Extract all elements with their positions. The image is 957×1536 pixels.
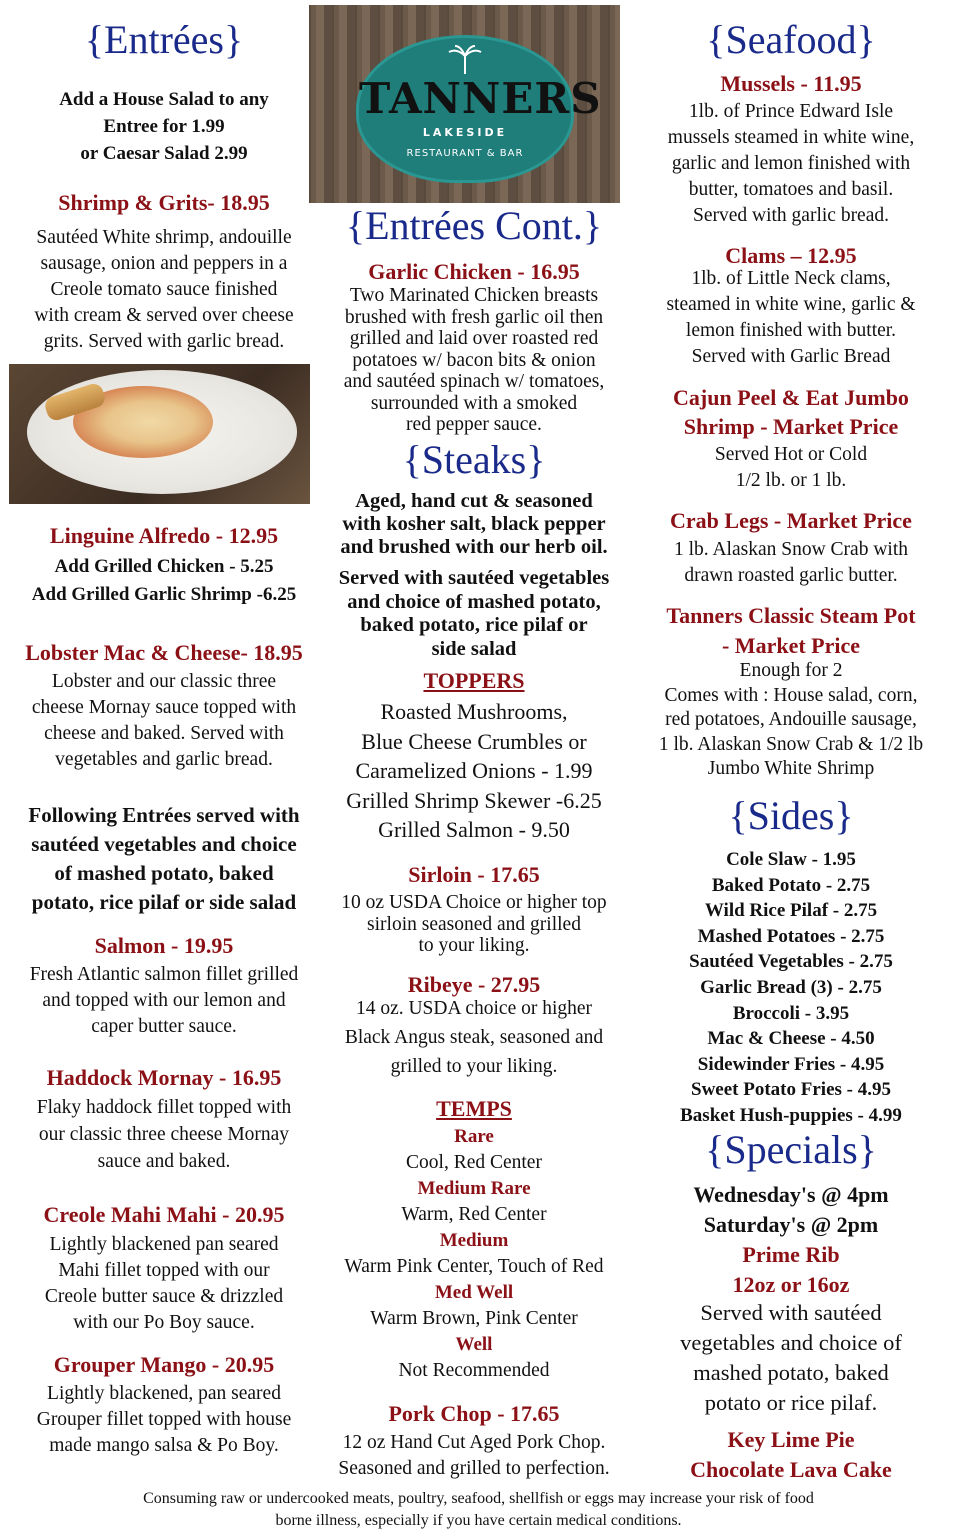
item-desc-grouper: Lightly blackened, pan seared Grouper fillet topped with house made mango salsa & Po Boy. (36, 1383, 292, 1456)
item-name-steam-pot: Tanners Classic Steam Pot - Market Price (666, 603, 916, 658)
item-name-prime-rib: Prime Rib 12oz or 16oz (732, 1242, 850, 1297)
desserts-list: Key Lime Pie Chocolate Lava Cake (690, 1427, 892, 1482)
toppers-list: Roasted Mushrooms, Blue Cheese Crumbles or Caramelized Onions - 1.99 Grilled Shrimp Skewer -6.25 Grilled Salmon - 9.50 (346, 699, 602, 842)
seafood-title: {Seafood} (706, 17, 876, 62)
temp-desc: Not Recommended (398, 1360, 550, 1381)
palm-tree-icon (447, 44, 483, 74)
item-desc-prime-rib: Served with sautéed vegetables and choice of mashed potato, baked potato or rice pilaf. (680, 1300, 902, 1415)
side-item: Garlic Bread (3) - 2.75 (700, 976, 882, 998)
item-desc-clams: 1lb. of Little Neck clams, steamed in white wine, garlic & lemon finished with butter. Served with Garlic Bread (666, 268, 916, 367)
side-item: Sidewinder Fries - 4.95 (697, 1053, 885, 1075)
side-item: Basket Hush-puppies - 4.99 (680, 1104, 902, 1126)
item-desc-salmon: Fresh Atlantic salmon fillet grilled and topped with our lemon and caper butter sauce. (29, 964, 299, 1037)
side-item: Cole Slaw - 1.95 (726, 849, 856, 870)
toppers-title: TOPPERS (423, 668, 525, 693)
side-item: Sautéed Vegetables - 2.75 (689, 951, 893, 973)
item-name-lobster-mac: Lobster Mac & Cheese- 18.95 (25, 640, 303, 665)
item-desc-cajun-shrimp: Served Hot or Cold 1/2 lb. or 1 lb. (714, 444, 868, 491)
specials-days: Wednesday's @ 4pm Saturday's @ 2pm (693, 1182, 889, 1237)
entrees-served-with-note: Following Entrées served with sautéed vegetables and choice of mashed potato, baked potato, rice pilaf or side salad (28, 803, 300, 914)
temp-desc: Warm Pink Center, Touch of Red (344, 1256, 604, 1277)
item-desc-mahi: Lightly blackened pan seared Mahi fillet topped with our Creole butter sauce & drizzled with our Po Boy sauce. (44, 1234, 284, 1333)
item-name-mahi: Creole Mahi Mahi - 20.95 (43, 1202, 285, 1227)
salad-note: Add a House Salad to any Entree for 1.99 or Caesar Salad 2.99 (59, 89, 269, 164)
item-desc-ribeye: 14 oz. USDA choice or higher Black Angus steak, seasoned and grilled to your liking. (344, 998, 604, 1077)
item-name-sirloin: Sirloin - 17.65 (408, 862, 540, 887)
side-item: Wild Rice Pilaf - 2.75 (704, 900, 878, 922)
item-desc-shrimp-grits: Sautéed White shrimp, andouille sausage, onion and peppers in a Creole tomato sauce finished with cream & served over cheese grits. Served with garlic bread. (34, 227, 294, 352)
item-desc-steam-pot: Enough for 2 Comes with : House salad, corn, red potatoes, Andouille sausage, 1 lb. Alaskan Snow Crab & 1/2 lb Jumbo White Shrimp (658, 660, 924, 779)
item-desc-pork-chop: 12 oz Hand Cut Aged Pork Chop. Seasoned and grilled to perfection. (338, 1432, 610, 1479)
item-desc-crab-legs: 1 lb. Alaskan Snow Crab with drawn roasted garlic butter. (674, 539, 908, 586)
item-desc-sirloin: 10 oz USDA Choice or higher top sirloin seasoned and grilled to your liking. (341, 892, 607, 956)
item-desc-haddock: Flaky haddock fillet topped with our classic three cheese Mornay sauce and baked. (36, 1097, 292, 1172)
sides-list (632, 847, 950, 1129)
item-name-clams: Clams – 12.95 (725, 243, 857, 268)
temp-desc: Warm Brown, Pink Center (370, 1308, 578, 1329)
restaurant-logo (309, 5, 620, 203)
temps-title: TEMPS (436, 1096, 512, 1121)
item-desc-garlic-chicken: Two Marinated Chicken breasts brushed with fresh garlic oil then grilled and laid over roasted red potatoes w/ bacon bits & onion and sautéed spinach w/ tomatoes, surrounded with a smoked red pepper sauce. (343, 285, 605, 435)
logo-subtitle: LAKESIDE (422, 126, 508, 139)
item-name-cajun-shrimp: Cajun Peel & Eat Jumbo Shrimp - Market Price (673, 385, 909, 439)
side-item: Mac & Cheese - 4.50 (707, 1028, 875, 1050)
logo-name: TANNERS (359, 74, 602, 123)
side-item: Baked Potato - 2.75 (711, 874, 871, 896)
item-name-salmon: Salmon - 19.95 (94, 933, 234, 958)
item-name-ribeye: Ribeye - 27.95 (407, 972, 541, 997)
entrees-cont-title: {Entrées Cont.} (345, 203, 603, 248)
item-name-haddock: Haddock Mornay - 16.95 (46, 1065, 282, 1090)
temp-desc: Warm, Red Center (401, 1204, 547, 1225)
side-item: Sweet Potato Fries - 4.95 (691, 1079, 891, 1101)
steaks-served-with: Served with sautéed vegetables and choice of mashed potato, baked potato, rice pilaf or side salad (338, 567, 610, 660)
side-item: Broccoli - 3.95 (732, 1002, 850, 1024)
logo-tagline: RESTAURANT & BAR (406, 148, 524, 159)
temp-name: Rare (454, 1126, 494, 1147)
item-name-crab-legs: Crab Legs - Market Price (670, 508, 912, 533)
steaks-intro: Aged, hand cut & seasoned with kosher salt, black pepper and brushed with our herb oil. (340, 490, 608, 558)
item-name-linguine: Linguine Alfredo - 12.95 (49, 523, 279, 548)
temps-list (318, 1124, 630, 1384)
item-desc-mussels: 1lb. of Prince Edward Isle mussels steamed in white wine, garlic and lemon finished with butter, tomatoes and basil. Served with garlic bread. (667, 101, 915, 226)
item-name-garlic-chicken: Garlic Chicken - 16.95 (368, 259, 580, 284)
temp-name: Medium (439, 1230, 509, 1251)
item-desc-linguine: Add Grilled Chicken - 5.25 Add Grilled Garlic Shrimp -6.25 (31, 556, 297, 605)
item-name-shrimp-grits: Shrimp & Grits- 18.95 (58, 190, 270, 215)
specials-title: {Specials} (705, 1127, 877, 1172)
food-safety-disclaimer: Consuming raw or undercooked meats, poultry, seafood, shellfish or eggs may increase your risk of food borne illness, especially if you have certain medical conditions. (143, 1490, 814, 1529)
temp-name: Med Well (434, 1282, 514, 1303)
temp-name: Medium Rare (417, 1178, 531, 1199)
steaks-title: {Steaks} (402, 437, 546, 482)
item-name-pork-chop: Pork Chop - 17.65 (388, 1401, 560, 1426)
item-desc-lobster-mac: Lobster and our classic three cheese Mornay sauce topped with cheese and baked. Served with vegetables and garlic bread. (31, 671, 297, 770)
entrees-title: {Entrées} (84, 17, 244, 62)
item-name-grouper: Grouper Mango - 20.95 (53, 1352, 275, 1377)
sides-title: {Sides} (728, 793, 854, 838)
temp-name: Well (455, 1334, 493, 1355)
side-item: Mashed Potatoes - 2.75 (697, 925, 885, 947)
logo-badge (356, 35, 602, 183)
shrimp-grits-photo (9, 364, 310, 504)
temp-desc: Cool, Red Center (406, 1152, 542, 1173)
item-name-mussels: Mussels - 11.95 (720, 71, 862, 96)
